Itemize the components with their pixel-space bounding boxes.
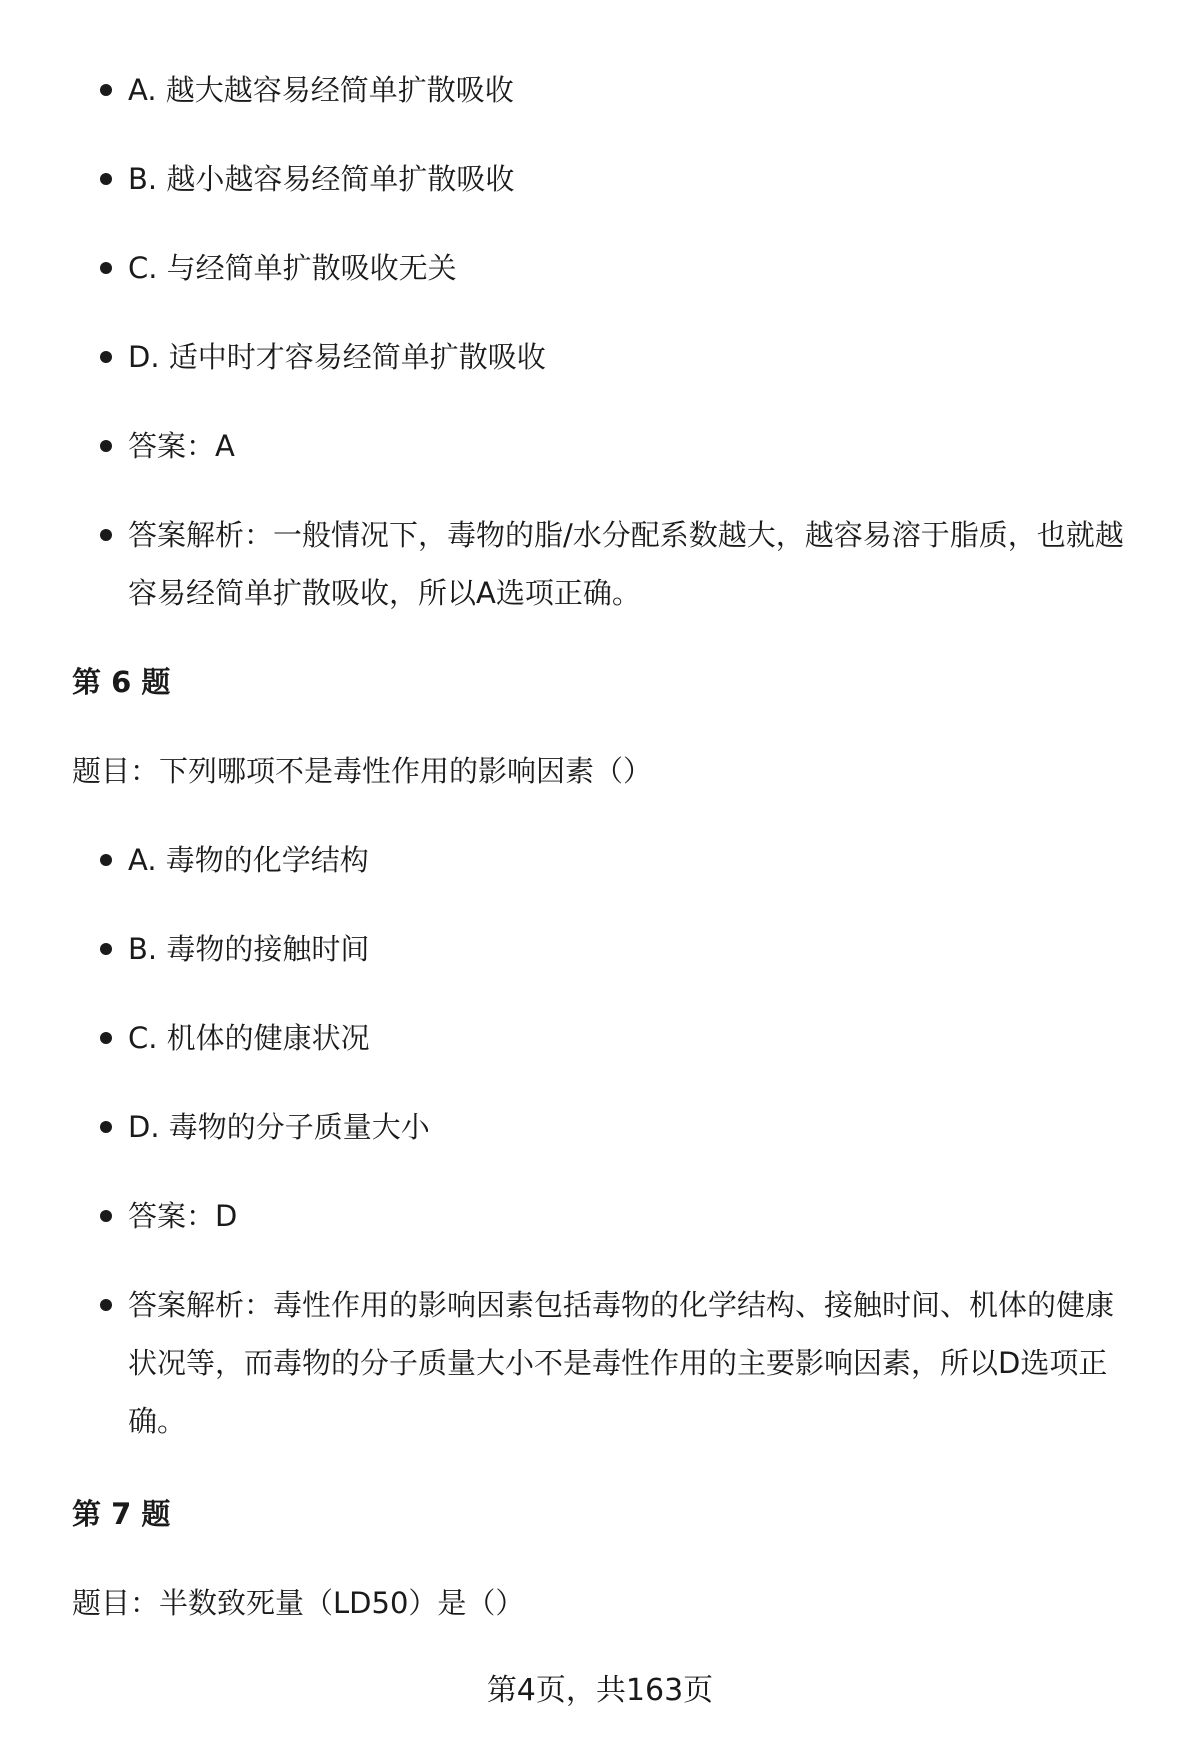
option-text: C. 机体的健康状况 xyxy=(128,1021,370,1055)
explanation-line: 答案解析：毒性作用的影响因素包括毒物的化学结构、接触时间、机体的健康 xyxy=(128,1288,1115,1322)
question-heading: 第 7 题 xyxy=(72,1497,171,1531)
answer-text: 答案：A xyxy=(128,429,235,463)
option-text: C. 与经简单扩散吸收无关 xyxy=(128,251,457,285)
explanation-line: 状况等，而毒物的分子质量大小不是毒性作用的主要影响因素，所以D选项正 xyxy=(128,1346,1108,1380)
bullet-icon xyxy=(100,351,112,363)
answer-text: 答案：D xyxy=(128,1199,238,1233)
question-heading: 第 6 题 xyxy=(72,665,171,699)
bullet-icon xyxy=(100,1299,112,1311)
bullet-icon xyxy=(100,440,112,452)
explanation-line: 确。 xyxy=(128,1404,187,1438)
bullet-icon xyxy=(100,1121,112,1133)
explanation-line: 容易经简单扩散吸收，所以A选项正确。 xyxy=(128,576,641,610)
explanation-line: 答案解析：一般情况下，毒物的脂/水分配系数越大，越容易溶于脂质，也就越 xyxy=(128,518,1124,552)
option-text: B. 越小越容易经简单扩散吸收 xyxy=(128,162,515,196)
page-footer: 第4页，共163页 xyxy=(486,1673,714,1708)
bullet-icon xyxy=(100,943,112,955)
option-text: D. 毒物的分子质量大小 xyxy=(128,1110,430,1144)
question-text: 题目：半数致死量（LD50）是（） xyxy=(72,1586,525,1620)
bullet-icon xyxy=(100,84,112,96)
bullet-icon xyxy=(100,529,112,541)
question-text: 题目：下列哪项不是毒性作用的影响因素（） xyxy=(72,754,653,788)
bullet-icon xyxy=(100,173,112,185)
bullet-icon xyxy=(100,1210,112,1222)
option-text: D. 适中时才容易经简单扩散吸收 xyxy=(128,340,546,374)
option-text: A. 毒物的化学结构 xyxy=(128,843,369,877)
bullet-icon xyxy=(100,854,112,866)
bullet-icon xyxy=(100,262,112,274)
bullet-icon xyxy=(100,1032,112,1044)
option-text: B. 毒物的接触时间 xyxy=(128,932,370,966)
option-text: A. 越大越容易经简单扩散吸收 xyxy=(128,73,514,107)
